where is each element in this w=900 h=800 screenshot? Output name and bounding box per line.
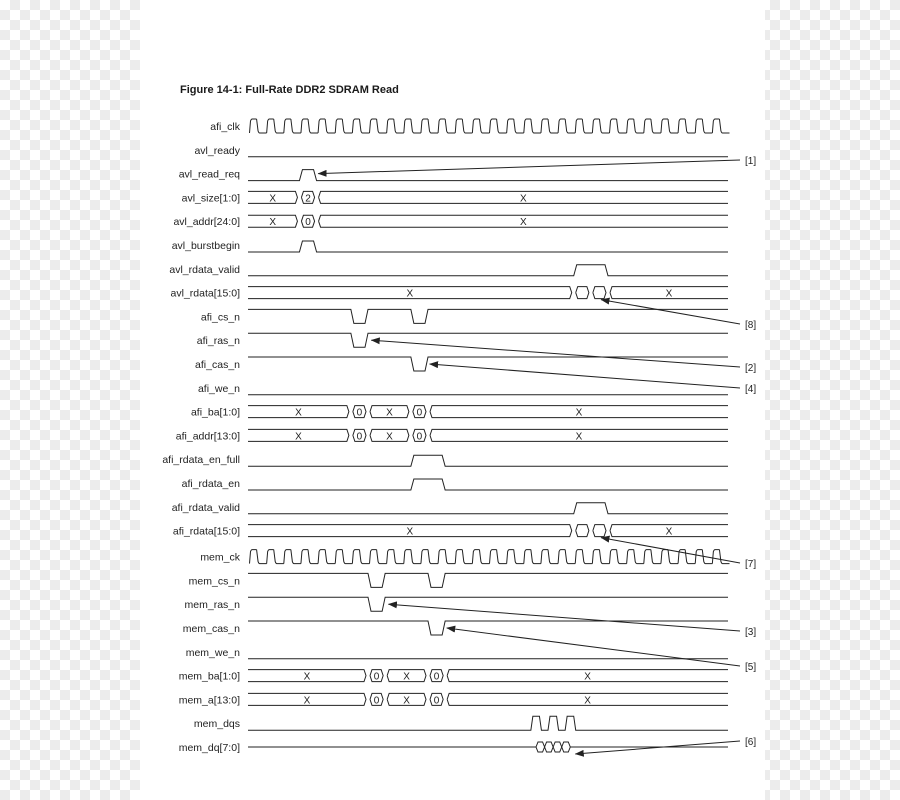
bus-value: X	[665, 288, 673, 300]
bus-value: X	[303, 695, 311, 707]
dqs-waveform	[248, 716, 728, 730]
signal-afi-ras-n	[197, 333, 728, 347]
bus-value: X	[386, 431, 393, 443]
signal-label: afi_clk	[210, 121, 240, 133]
pulse-waveform	[248, 241, 728, 252]
bus-value: 0	[373, 695, 380, 707]
bus-value: X	[665, 526, 673, 538]
signal-label: mem_cas_n	[182, 623, 240, 635]
bus-segment	[593, 287, 606, 299]
active-low-waveform	[248, 333, 728, 347]
callout-8	[601, 300, 756, 331]
clock-waveform	[250, 550, 730, 564]
bus-value: X	[295, 407, 302, 419]
callout-label: [8]	[745, 320, 757, 331]
callout-label: [3]	[745, 627, 757, 638]
clock-waveform	[250, 119, 730, 133]
bus-value: X	[406, 526, 414, 538]
signal-mem-we-n	[186, 647, 728, 659]
burst-cell	[553, 742, 562, 752]
signal-label: mem_ras_n	[184, 599, 240, 612]
bus-value: 0	[433, 695, 440, 707]
signal-label: afi_rdata_en_full	[162, 454, 240, 467]
bus-value: X	[406, 288, 414, 300]
bus-value: X	[269, 217, 277, 229]
pulse-waveform	[248, 265, 728, 276]
figure-title: Figure 14-1: Full-Rate DDR2 SDRAM Read	[180, 84, 399, 96]
signal-label: avl_burstbegin	[171, 240, 240, 252]
bus-value: 0	[416, 407, 423, 419]
bus-value: X	[575, 431, 583, 443]
bus-value: 0	[373, 671, 380, 683]
signal-avl-burstbegin	[172, 240, 728, 252]
callout-arrow	[447, 628, 740, 666]
signal-avl-size-1-0	[182, 191, 728, 204]
signal-label: avl_rdata[15:0]	[170, 287, 240, 300]
bus-segment	[576, 525, 589, 537]
bus-value: X	[575, 407, 583, 419]
signal-label: mem_ba[1:0]	[178, 670, 240, 683]
signal-label: afi_addr[13:0]	[175, 430, 240, 443]
signal-label: afi_rdata_valid	[171, 501, 240, 514]
signal-label: afi_cs_n	[200, 311, 240, 324]
signal-label: afi_cas_n	[195, 359, 240, 371]
active-low-waveform	[248, 573, 728, 587]
signal-avl-rdata-15-0	[171, 287, 728, 300]
signal-label: afi_ras_n	[196, 335, 240, 348]
signal-afi-rdata-en	[182, 478, 728, 490]
callout-6	[575, 737, 756, 754]
signal-mem-a-13-0	[179, 693, 728, 706]
signal-afi-addr-13-0	[176, 429, 728, 442]
signal-mem-dqs	[194, 716, 728, 730]
callout-label: [1]	[745, 156, 757, 167]
callout-label: [6]	[745, 737, 757, 748]
callout-arrow	[430, 364, 740, 388]
active-low-waveform	[248, 309, 728, 323]
signal-label: afi_ba[1:0]	[190, 406, 240, 419]
signal-afi-we-n	[198, 383, 728, 395]
pulse-waveform	[248, 503, 728, 514]
bus-value: X	[519, 217, 527, 229]
signal-label: afi_we_n	[197, 382, 240, 395]
bus-value: X	[584, 695, 591, 707]
signal-mem-ba-1-0	[179, 670, 728, 683]
signal-afi-rdata-valid	[172, 502, 728, 514]
signal-label: avl_rdata_valid	[169, 263, 240, 276]
signal-label: avl_addr[24:0]	[173, 216, 240, 229]
bus-value: X	[303, 671, 311, 683]
bus-value: X	[269, 193, 277, 205]
bus-value: 0	[356, 431, 363, 443]
callout-label: [5]	[745, 662, 757, 673]
bus-value: X	[386, 407, 393, 419]
pulse-waveform	[248, 170, 728, 181]
callout-arrow	[388, 604, 740, 631]
signal-label: mem_dq[7:0]	[178, 742, 240, 754]
signal-afi-rdata-15-0	[173, 525, 728, 538]
bus-value: X	[584, 671, 591, 683]
signal-label: afi_rdata_en	[181, 478, 240, 490]
signal-afi-cas-n	[195, 357, 728, 371]
burst-cell	[545, 742, 554, 752]
bus-value: 0	[416, 431, 423, 443]
bus-value: 0	[305, 217, 311, 229]
signal-avl-addr-24-0	[173, 215, 728, 228]
callout-label: [7]	[745, 559, 757, 570]
bus-value: 0	[433, 671, 440, 683]
burst-cell	[536, 742, 545, 752]
signal-mem-ck	[200, 550, 729, 564]
signal-avl-read-req	[179, 169, 728, 181]
pulse-waveform	[248, 479, 728, 490]
bus-value: X	[403, 695, 410, 707]
signal-label: mem_we_n	[185, 646, 240, 659]
callout-label: [2]	[745, 363, 757, 374]
signal-mem-cs-n	[189, 573, 728, 587]
active-low-waveform	[248, 597, 728, 611]
signal-label: mem_a[13:0]	[178, 694, 240, 707]
bus-value: X	[295, 431, 302, 443]
callout-arrow	[601, 300, 740, 324]
signal-label: mem_dqs	[193, 718, 240, 731]
signal-label: avl_ready	[194, 144, 240, 157]
callout-4	[430, 364, 757, 395]
callout-1	[318, 156, 756, 174]
bus-value: X	[403, 671, 410, 683]
burst-cell	[562, 742, 571, 752]
signal-avl-rdata-valid	[169, 264, 728, 276]
bus-segment	[576, 287, 589, 299]
callout-label: [4]	[745, 384, 757, 395]
bus-value: 0	[356, 407, 363, 419]
bus-value: 2	[305, 193, 311, 205]
signal-label: mem_cs_n	[188, 575, 240, 588]
signal-mem-cas-n	[183, 621, 728, 635]
signal-avl-ready	[194, 145, 728, 157]
callout-arrow	[318, 160, 740, 174]
bus-segment	[593, 525, 606, 537]
bus-value: X	[519, 193, 527, 205]
signal-label: mem_ck	[200, 551, 240, 564]
signal-label: avl_read_req	[178, 168, 240, 181]
signal-label: avl_size[1:0]	[181, 192, 240, 205]
pulse-waveform	[248, 455, 728, 466]
callout-5	[447, 628, 757, 673]
signal-afi-ba-1-0	[191, 406, 728, 419]
signal-afi-rdata-en-full	[162, 454, 728, 466]
signal-afi-cs-n	[201, 309, 728, 323]
signal-label: afi_rdata[15:0]	[172, 525, 240, 538]
signal-afi-clk	[210, 119, 729, 133]
